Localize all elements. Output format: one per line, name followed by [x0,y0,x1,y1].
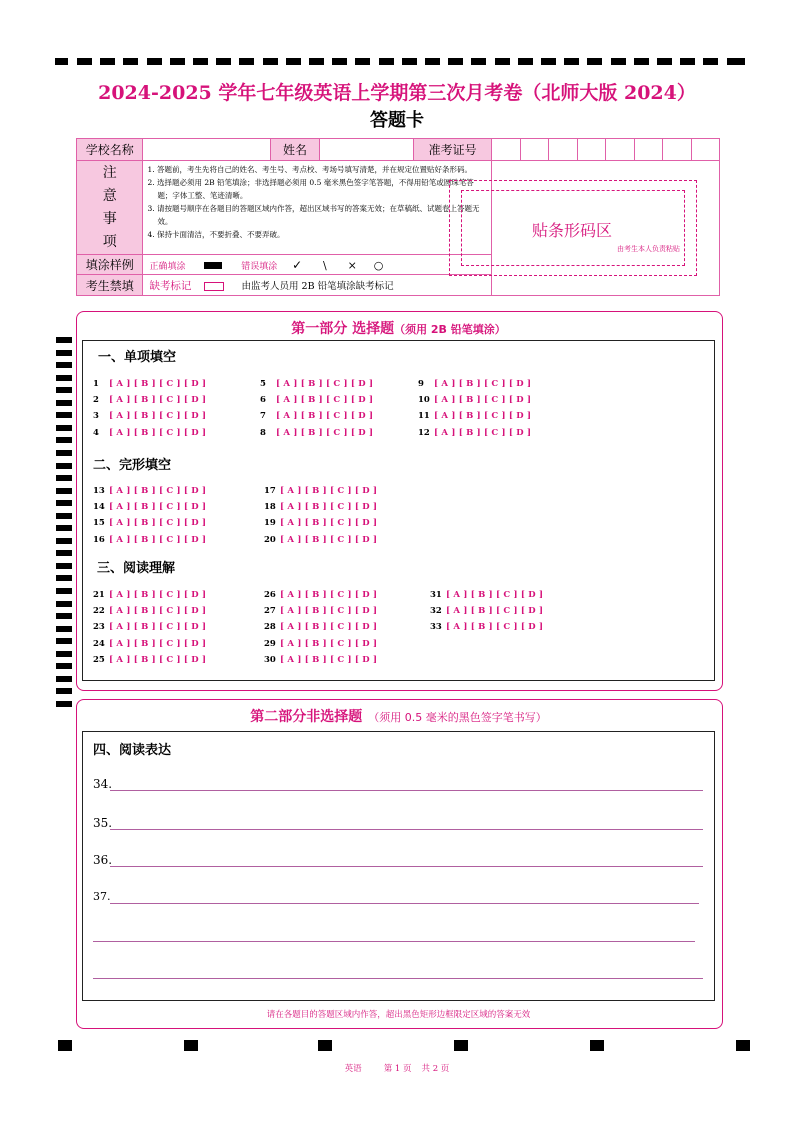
timing-mark [657,58,672,65]
question-row[interactable] [93,411,206,421]
top-timing-marks [55,58,745,70]
question-row[interactable] [418,379,531,389]
answer-options[interactable]: [ A ] [ B ] [ C ] [ D ] [109,411,207,422]
question-number: 13 [93,486,105,496]
timing-mark [56,563,72,569]
page-footer: 英语 第 1 页 共 2 页 [344,1064,450,1074]
timing-mark [56,350,72,356]
question-number: 14 [93,502,105,513]
answer-options[interactable]: [ A ] [ B ] [ C ] [ D ] [280,622,378,633]
timing-mark [590,1040,604,1051]
note-item: 3. 请按题号顺序在各题目的答题区域内作答，超出区域书写的答案无效；在草稿纸、试题卷上答题无效。 [147,204,480,226]
answer-options[interactable]: [ A ] [ B ] [ C ] [ D ] [446,590,544,600]
timing-mark [56,400,72,406]
question-row[interactable] [418,411,531,421]
question-row[interactable] [264,590,377,600]
question-row[interactable] [260,395,373,405]
answer-options[interactable]: [ A ] [ B ] [ C ] [ D ] [109,518,207,529]
timing-mark [56,663,72,669]
question-row[interactable] [264,502,377,512]
answer-options[interactable]: [ A ] [ B ] [ C ] [ D ] [280,534,378,545]
school-label: 学校名称 [77,139,143,161]
answer-options[interactable]: [ A ] [ B ] [ C ] [ D ] [434,411,532,422]
timing-mark [56,601,72,607]
timing-mark [587,58,602,65]
timing-mark [263,58,278,65]
question-row[interactable] [418,428,531,438]
question-number: 16 [93,534,105,545]
answer-options[interactable]: [ A ] [ B ] [ C ] [ D ] [434,427,532,438]
question-number: 29 [264,638,276,649]
timing-mark [56,488,72,494]
question-number: 10 [418,395,430,406]
question-row[interactable] [264,622,377,632]
timing-mark [58,1040,72,1051]
question-number: 12 [418,427,430,438]
answer-options[interactable]: [ A ] [ B ] [ C ] [ D ] [109,606,207,617]
question-number: 8 [260,427,266,438]
timing-mark [286,58,301,65]
answer-options[interactable]: [ A ] [ B ] [ C ] [ D ] [109,395,207,406]
name-label: 姓名 [271,139,320,161]
answer-options[interactable]: [ A ] [ B ] [ C ] [ D ] [280,486,378,496]
fill-sample-label: 填涂样例 [77,255,143,275]
question-number: 7 [260,411,266,422]
timing-mark [100,58,115,65]
answer-options[interactable]: [ A ] [ B ] [ C ] [ D ] [280,606,378,617]
timing-mark [56,450,72,456]
timing-mark [56,525,72,531]
part2-title: 第二部分非选择题 （须用 0.5 毫米的黑色签字笔书写） [250,709,547,725]
group-reading: 三、阅读理解 [97,561,176,576]
answer-options[interactable]: [ A ] [ B ] [ C ] [ D ] [280,654,378,665]
question-row[interactable] [260,379,373,389]
answer-options[interactable]: [ A ] [ B ] [ C ] [ D ] [446,606,544,617]
question-number: 4 [93,427,99,438]
exam-no-label: 准考证号 [413,139,491,161]
question-row[interactable] [430,606,543,616]
question-row[interactable] [418,395,531,405]
timing-mark [216,58,231,65]
timing-mark [634,58,649,65]
answer-options[interactable]: [ A ] [ B ] [ C ] [ D ] [434,395,532,406]
page-subtitle: 答题卡 [370,110,424,131]
notes-label: 注 意 事 项 [77,161,143,255]
question-row[interactable] [264,535,377,545]
question-row[interactable] [93,486,206,496]
timing-mark [56,425,72,431]
question-row[interactable] [264,639,377,649]
footer-warning: 请在各题目的答题区域内作答，超出黑色矩形边框限定区域的答案无效 [266,1010,531,1020]
question-row[interactable] [264,606,377,616]
answer-options[interactable]: [ A ] [ B ] [ C ] [ D ] [109,638,207,649]
answer-line-36[interactable] [110,866,703,867]
question-row[interactable] [93,590,206,600]
question-number: 22 [93,606,105,617]
answer-options[interactable]: [ A ] [ B ] [ C ] [ D ] [276,395,374,406]
forbid-label: 考生禁填 [77,275,143,296]
question-number: 30 [264,654,276,665]
timing-mark [56,613,72,619]
answer-options[interactable]: [ A ] [ B ] [ C ] [ D ] [280,518,378,529]
answer-options[interactable]: [ A ] [ B ] [ C ] [ D ] [276,379,374,389]
fill-sample: 正确填涂 错误填涂 ✓ \ × ○ [143,255,492,275]
check-mark-icon: ✓ [292,257,303,272]
timing-mark [56,513,72,519]
answer-line-34[interactable] [110,790,703,791]
timing-mark [56,412,72,418]
timing-mark [318,1040,332,1051]
circle-mark-icon: ○ [373,258,384,272]
timing-mark [448,58,463,65]
timing-mark [56,651,72,657]
answer-options[interactable]: [ A ] [ B ] [ C ] [ D ] [109,502,207,513]
timing-mark [56,701,72,707]
answer-options[interactable]: [ A ] [ B ] [ C ] [ D ] [434,379,532,389]
question-number: 23 [93,622,105,633]
timing-mark [564,58,579,65]
question-row[interactable] [93,502,206,512]
question-number: 26 [264,590,276,600]
answer-options[interactable]: [ A ] [ B ] [ C ] [ D ] [280,638,378,649]
question-number: 11 [418,411,430,422]
answer-line-number: 34. [93,777,113,791]
answer-options[interactable]: [ A ] [ B ] [ C ] [ D ] [109,379,207,389]
timing-mark [56,387,72,393]
exam-no-field[interactable] [492,139,720,161]
question-row[interactable] [93,639,206,649]
question-number: 20 [264,534,276,545]
notes-list [143,161,492,255]
timing-mark [193,58,208,65]
timing-mark [56,550,72,556]
timing-mark [309,58,324,65]
cross-mark-icon: × [347,258,357,272]
timing-mark [184,1040,198,1051]
question-row[interactable] [93,535,206,545]
timing-mark [471,58,486,65]
barcode-note: 由考生本人负责粘贴 [617,245,680,253]
page-title: 2024-2025 学年七年级英语上学期第三次月考卷（北师大版 2024） [98,82,696,104]
timing-mark [541,58,556,65]
timing-mark [56,538,72,544]
answer-options[interactable]: [ A ] [ B ] [ C ] [ D ] [276,411,374,422]
timing-mark [56,626,72,632]
timing-mark [332,58,347,65]
answer-options[interactable]: [ A ] [ B ] [ C ] [ D ] [109,590,207,600]
question-row[interactable] [430,622,543,632]
note-item: 4. 保持卡面清洁，不要折叠、不要弄破。 [147,230,285,239]
question-row[interactable] [264,486,377,496]
barcode-title: 贴条形码区 [531,221,612,240]
timing-mark [425,58,440,65]
timing-mark [56,463,72,469]
question-number: 6 [260,395,266,406]
question-row[interactable] [93,428,206,438]
timing-mark [731,58,745,65]
question-number: 19 [264,518,276,529]
question-row[interactable] [430,590,543,600]
absent-mark-box[interactable] [204,282,224,291]
timing-mark [379,58,394,65]
question-number: 5 [260,379,266,389]
question-row[interactable] [93,518,206,528]
answer-options[interactable]: [ A ] [ B ] [ C ] [ D ] [280,502,378,513]
answer-options[interactable]: [ A ] [ B ] [ C ] [ D ] [109,654,207,665]
answer-options[interactable]: [ A ] [ B ] [ C ] [ D ] [276,427,374,438]
question-number: 18 [264,502,276,513]
timing-mark [55,58,68,65]
slash-mark-icon: \ [323,258,327,272]
timing-mark [680,58,695,65]
timing-mark [56,638,72,644]
question-number: 32 [430,606,442,617]
group-cloze: 二、完形填空 [93,458,172,473]
question-number: 9 [418,379,424,389]
timing-mark [56,375,72,381]
timing-mark [56,337,72,343]
answer-options[interactable]: [ A ] [ B ] [ C ] [ D ] [109,486,207,496]
name-field[interactable] [319,139,413,161]
timing-mark [56,500,72,506]
note-item: 2. 选择题必须用 2B 铅笔填涂；非选择题必须用 0.5 毫米黑色签字笔答题，不得用铅笔或圆珠笔答题；字体工整、笔迹清晰。 [147,178,474,200]
timing-mark [56,437,72,443]
answer-options[interactable]: [ A ] [ B ] [ C ] [ D ] [446,622,544,633]
note-item: 1. 答题前，考生先将自己的姓名、考生号、考点校、考场号填写清楚，并在规定位置贴好条形码。 [147,165,472,174]
part1-title: 第一部分 选择题（须用 2B 铅笔填涂） [291,321,506,337]
question-row[interactable] [264,518,377,528]
question-number: 25 [93,654,105,665]
timing-mark [611,58,626,65]
question-number: 24 [93,638,105,649]
answer-options[interactable]: [ A ] [ B ] [ C ] [ D ] [109,534,207,545]
answer-line-number: 37. [93,890,111,903]
question-number: 28 [264,622,276,633]
question-row[interactable] [260,428,373,438]
timing-mark [56,362,72,368]
timing-mark [123,58,138,65]
timing-mark [495,58,510,65]
school-field[interactable] [143,139,271,161]
timing-mark [703,58,718,65]
timing-mark [77,58,92,65]
answer-line-number: 35. [93,816,113,830]
timing-mark [355,58,370,65]
question-number: 2 [93,395,99,406]
question-number: 17 [264,486,276,496]
timing-mark [239,58,254,65]
question-row[interactable] [93,622,206,632]
question-number: 3 [93,411,99,422]
timing-mark [56,676,72,682]
answer-options[interactable]: [ A ] [ B ] [ C ] [ D ] [109,622,207,633]
answer-options[interactable]: [ A ] [ B ] [ C ] [ D ] [109,427,207,438]
question-row[interactable] [93,379,206,389]
answer-line-35[interactable] [110,829,703,830]
answer-options[interactable]: [ A ] [ B ] [ C ] [ D ] [280,590,378,600]
absent-row: 缺考标记 由监考人员用 2B 铅笔填涂缺考标记 [143,275,492,296]
answer-line-extra[interactable] [93,941,695,942]
question-row[interactable] [264,655,377,665]
answer-line-37[interactable] [110,903,699,904]
timing-mark [170,58,185,65]
question-number: 27 [264,606,276,617]
answer-line-number: 36. [93,853,113,867]
timing-mark [454,1040,468,1051]
filled-sample-mark [204,262,222,269]
question-number: 31 [430,590,442,600]
timing-mark [56,575,72,581]
question-row[interactable] [260,411,373,421]
timing-mark [56,688,72,694]
group-reading-expression: 四、阅读表达 [93,743,172,758]
timing-mark [402,58,417,65]
group-single-choice: 一、单项填空 [98,350,177,365]
timing-mark [147,58,162,65]
answer-line-extra[interactable] [93,978,703,979]
timing-mark [56,475,72,481]
question-number: 15 [93,518,105,529]
timing-mark [518,58,533,65]
question-number: 33 [430,622,442,633]
timing-mark [736,1040,750,1051]
question-number: 1 [93,379,99,389]
question-row[interactable] [93,395,206,405]
question-number: 21 [93,590,105,600]
timing-mark [56,588,72,594]
question-row[interactable] [93,606,206,616]
question-row[interactable] [93,655,206,665]
